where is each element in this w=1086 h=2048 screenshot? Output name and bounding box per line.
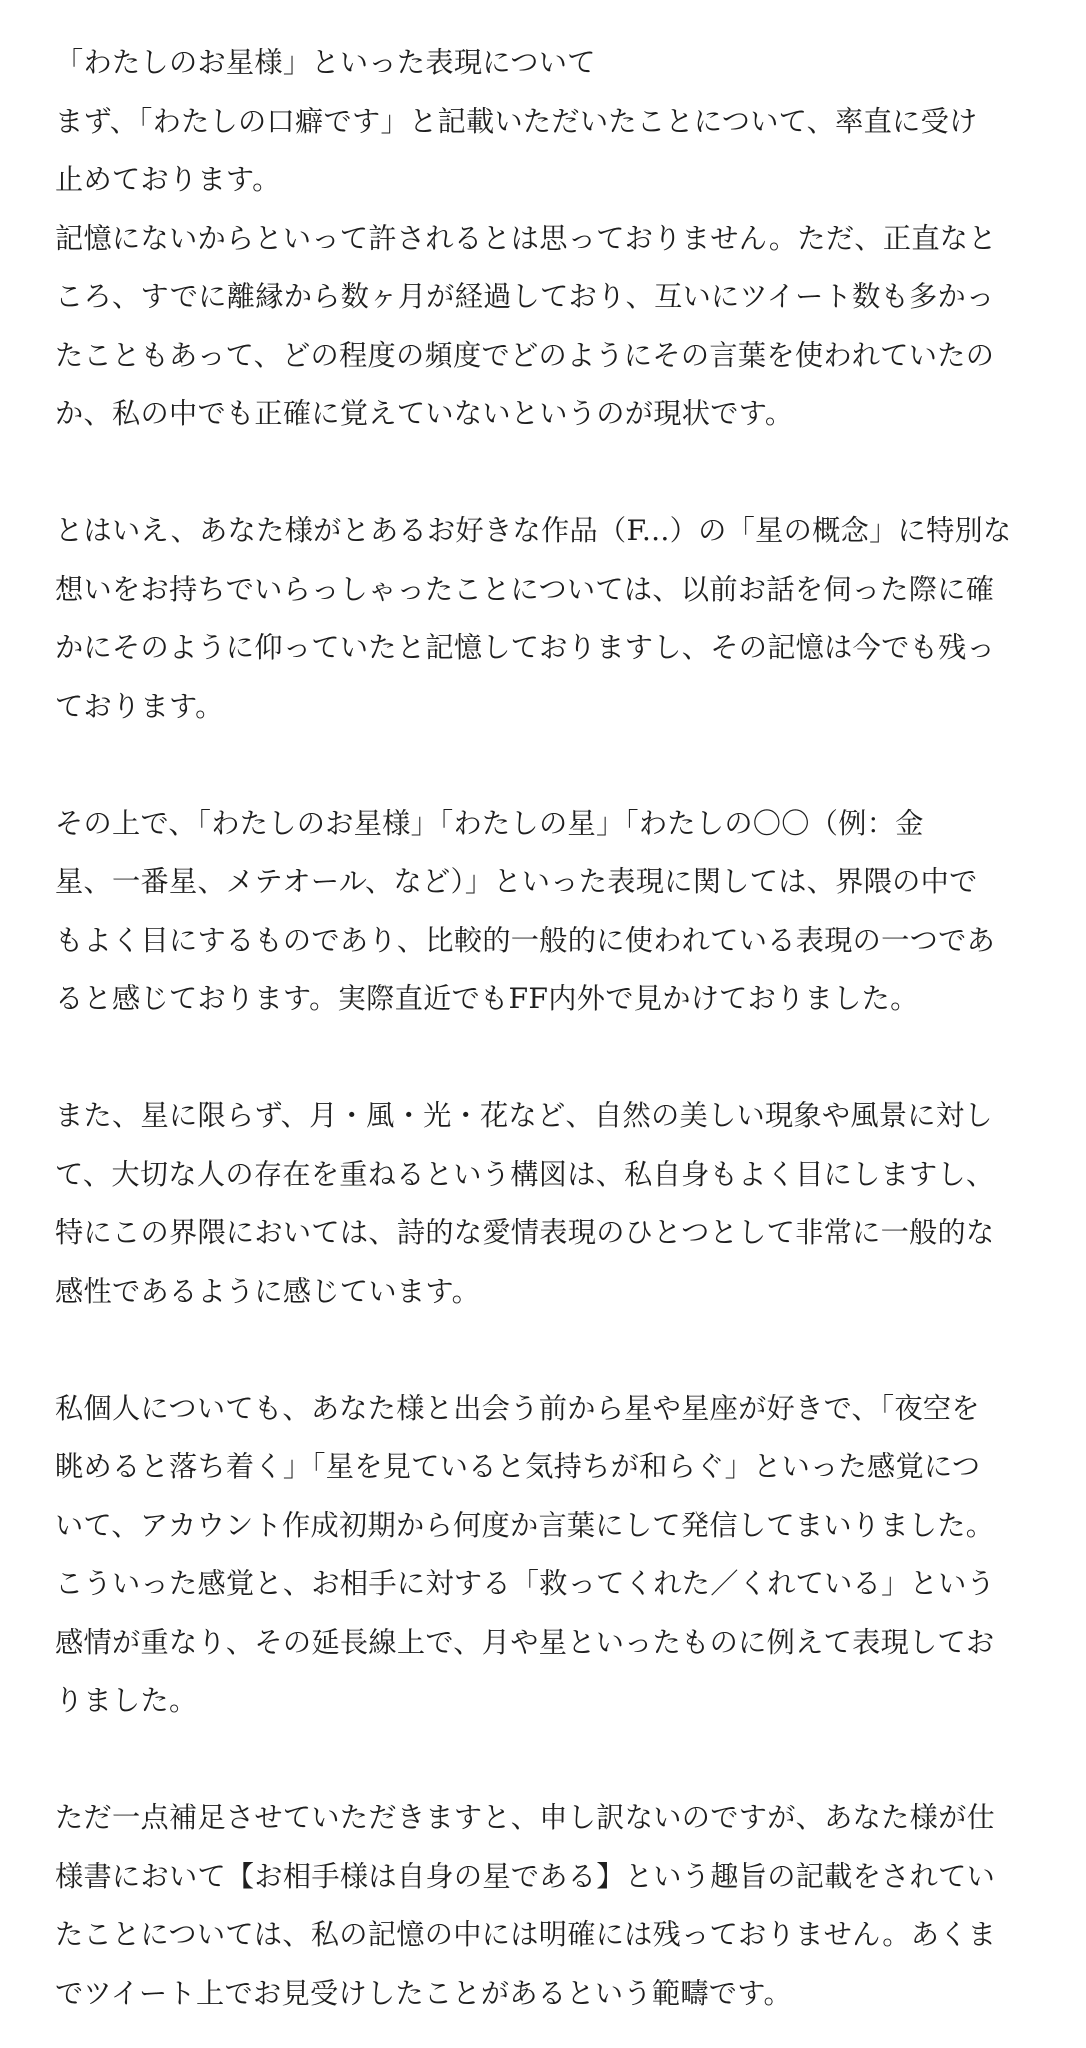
text-line: か、私の中でも正確に覚えていないというのが現状です。 (55, 397, 794, 430)
paragraph-gap (55, 1321, 1045, 1380)
document-body (55, 34, 1045, 2023)
text-line: まず、「わたしの口癖です」と記載いただいたことについて、率直に受け (55, 104, 978, 138)
paragraph-6 (55, 1789, 1045, 2023)
text-line: ただ一点補足させていただきますと、申し訳ないのですが、あなた様が仕 (55, 1801, 996, 1834)
paragraph-2 (55, 502, 1045, 736)
text-line: また、星に限らず、月・風・光・花など、自然の美しい現象や風景に対し (55, 1099, 993, 1132)
paragraph-gap (55, 1029, 1045, 1088)
text-line: ころ、すでに離縁から数ヶ月が経過しており、互いにツイート数も多かっ (55, 280, 995, 313)
text-line: かにそのように仰っていたと記憶しておりますし、その記憶は今でも残っ (55, 631, 996, 664)
text-line: 止めております。 (55, 163, 281, 196)
text-line: ると感じております。実際直近でもFF内外で見かけておりました。 (55, 982, 919, 1015)
text-line: 感情が重なり、その延長線上で、月や星といったものに例えて表現してお (55, 1625, 995, 1659)
paragraph-4 (55, 1087, 1045, 1321)
text-line: 想いをお持ちでいらっしゃったことについては、以前お話を伺った際に確 (55, 572, 995, 606)
text-line: ております。 (55, 689, 224, 723)
paragraph-gap (55, 736, 1045, 795)
text-line: こういった感覚と、お相手に対する「救ってくれた／くれている」という (55, 1567, 996, 1600)
text-line: りました。 (55, 1684, 198, 1717)
paragraph-1 (55, 34, 1045, 444)
text-line: 星、一番星、メテオール、など）」といった表現に関しては、界隈の中で (55, 865, 978, 898)
text-line: て、大切な人の存在を重ねるという構図は、私自身もよく目にしますし、 (55, 1157, 995, 1191)
text-line: たことについては、私の記憶の中には明確には残っておりません。あくま (55, 1918, 997, 1951)
text-line: 特にこの界隈においては、詩的な愛情表現のひとつとして非常に一般的な (55, 1216, 995, 1249)
text-line: いて、アカウント作成初期から何度か言葉にして発信してまいりました。 (55, 1508, 995, 1542)
text-line: たこともあって、どの程度の頻度でどのようにその言葉を使われていたの (55, 338, 995, 372)
paragraph-gap (55, 1731, 1045, 1790)
paragraph-5 (55, 1380, 1045, 1731)
text-line: 私個人についても、あなた様と出会う前から星や星座が好きで、「夜空を (55, 1391, 980, 1425)
text-line: その上で、「わたしのお星様」「わたしの星」「わたしの〇〇（例：金 (55, 806, 924, 840)
text-line: 感性であるように感じています。 (55, 1274, 481, 1308)
text-line: とはいえ、あなた様がとあるお好きな作品（F...）の「星の概念」に特別な (55, 514, 1012, 547)
text-line: でツイート上でお見受けしたことがあるという範疇です。 (55, 1976, 793, 2010)
text-line: もよく目にするものであり、比較的一般的に使われている表現の一つであ (55, 923, 996, 957)
text-line: 記憶にないからといって許されるとは思っておりません。ただ、正直なと (55, 221, 997, 255)
text-line: 眺めると落ち着く」「星を見ていると気持ちが和らぐ」といった感覚につ (55, 1450, 981, 1483)
paragraph-3 (55, 795, 1045, 1029)
heading-line: 「わたしのお星様」といった表現について (55, 46, 596, 79)
paragraph-gap (55, 444, 1045, 503)
text-line: 様書において【お相手様は自身の星である】という趣旨の記載をされてい (55, 1859, 996, 1893)
